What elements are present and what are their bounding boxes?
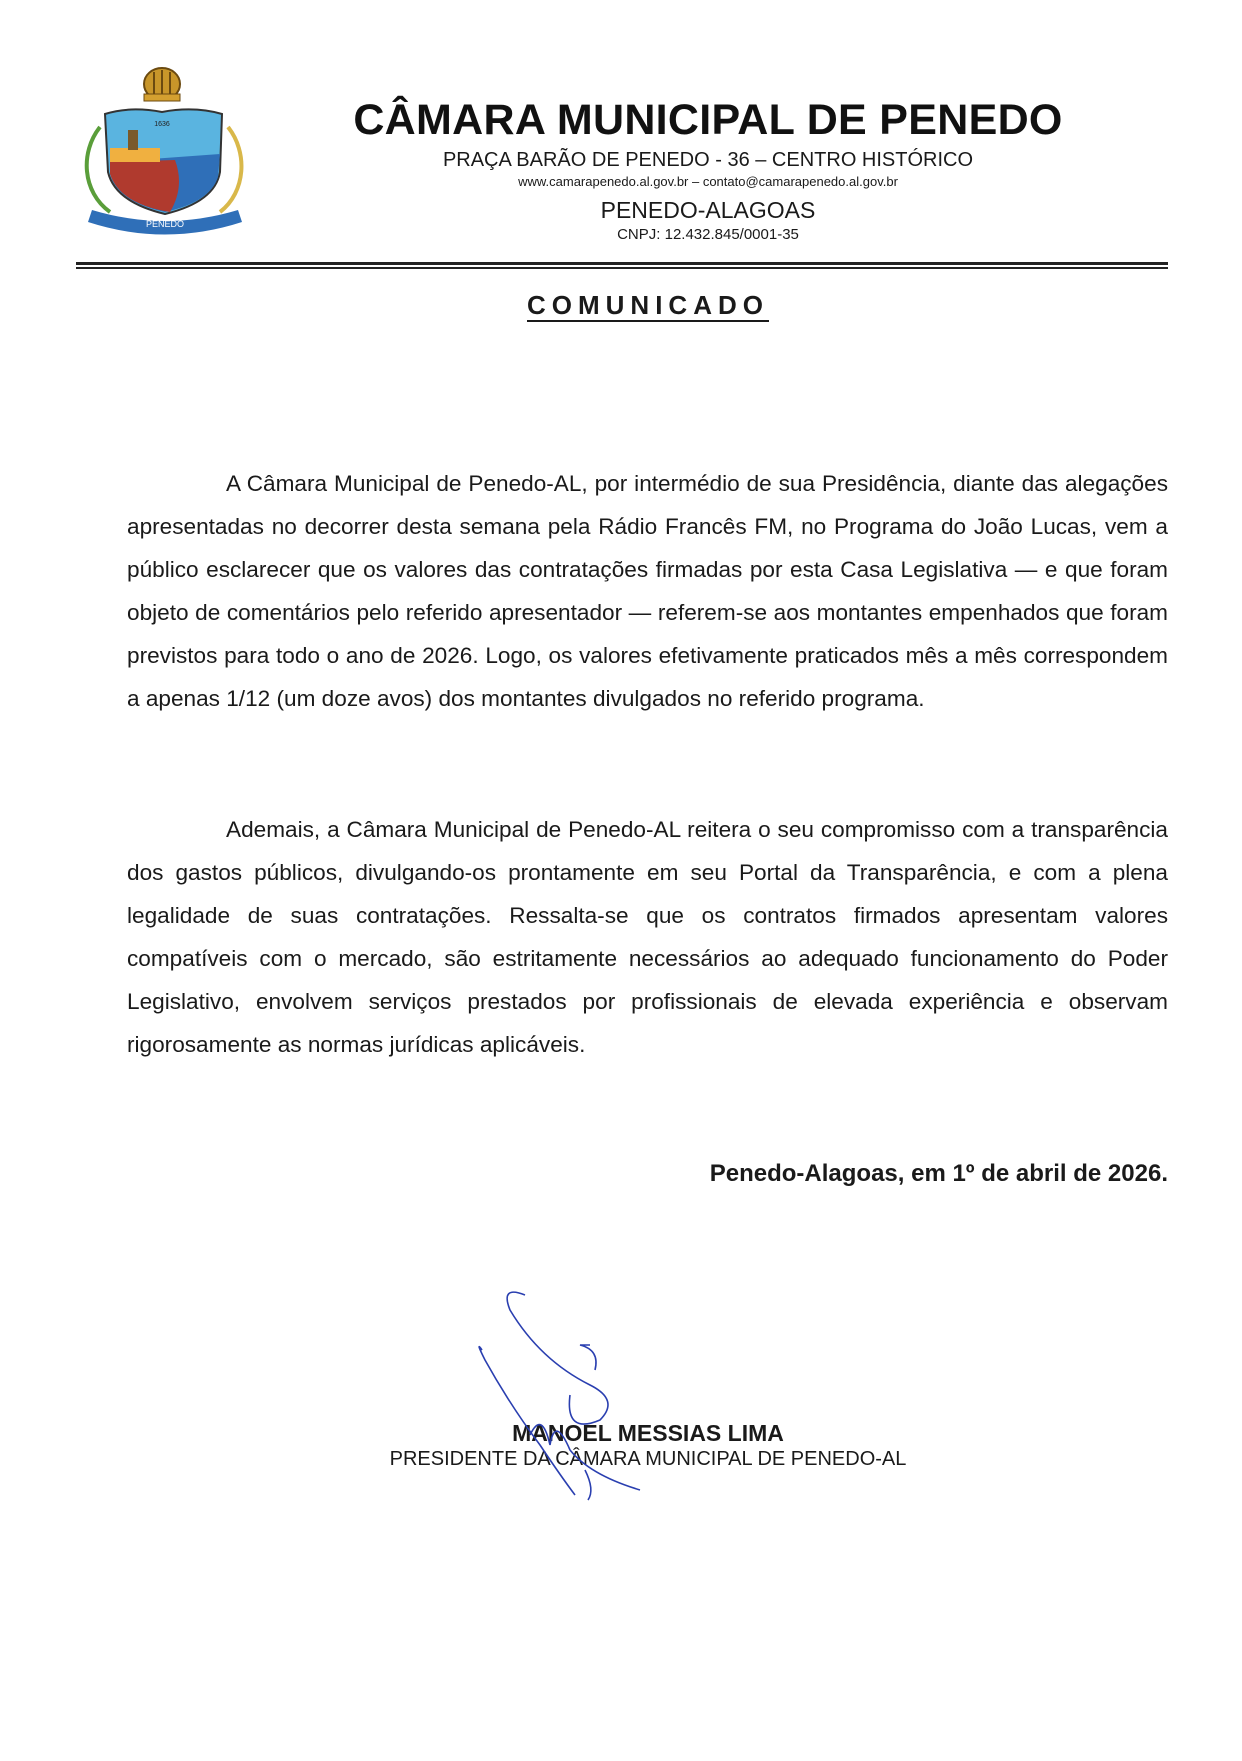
document-heading: COMUNICADO	[527, 290, 769, 320]
institution-title: CÂMARA MUNICIPAL DE PENEDO	[353, 96, 1063, 144]
signatory-name: MANOEL MESSIAS LIMA	[512, 1420, 784, 1446]
paragraph: A Câmara Municipal de Penedo-AL, por intermédio de sua Presidência, diante das alegações apresentadas no decorrer desta semana pela Rádio Francês FM, no Programa do João Lucas, vem a público esclarecer que os valores das contratações firmadas por esta Casa Legislativa — e que foram objeto de comentários pelo referido apresentador — referem-se aos montantes empenhados que foram previstos para todo o ano de 2026. Logo, os valores efetivamente praticados mês a mês correspondem a apenas 1/12 (um doze avos) dos montantes divulgados no referido programa.	[127, 471, 1168, 711]
signatory-role: PRESIDENTE DA CÂMARA MUNICIPAL DE PENEDO-AL	[389, 1448, 907, 1470]
paragraph: Ademais, a Câmara Municipal de Penedo-AL reitera o seu compromisso com a transparência dos gastos públicos, divulgando-os prontamente em seu Portal da Transparência, e com a plena legalidade de suas contratações. Ressalta-se que os contratos firmados apresentam valores compatíveis com o mercado, são estritamente necessários ao adequado funcionamento do Poder Legislativo, envolvem serviços prestados por profissionais de elevada experiência e observam rigorosamente as normas jurídicas aplicáveis.	[127, 817, 1168, 1057]
svg-text:PENEDO: PENEDO	[145, 219, 185, 229]
svg-text:1636: 1636	[154, 121, 170, 128]
cnpj: CNPJ: 12.432.845/0001-35	[617, 226, 799, 243]
header-divider	[76, 262, 1168, 269]
date-line: Penedo-Alagoas, em 1º de abril de 2026.	[709, 1160, 1168, 1187]
handwritten-signature	[470, 1285, 730, 1515]
coat-of-arms-logo	[70, 62, 262, 240]
address: PRAÇA BARÃO DE PENEDO - 36 – CENTRO HISTÓRICO	[442, 149, 974, 171]
city: PENEDO-ALAGOAS	[600, 197, 816, 223]
web-contact: www.camarapenedo.al.gov.br – contato@camarapenedo.al.gov.br	[518, 174, 898, 189]
